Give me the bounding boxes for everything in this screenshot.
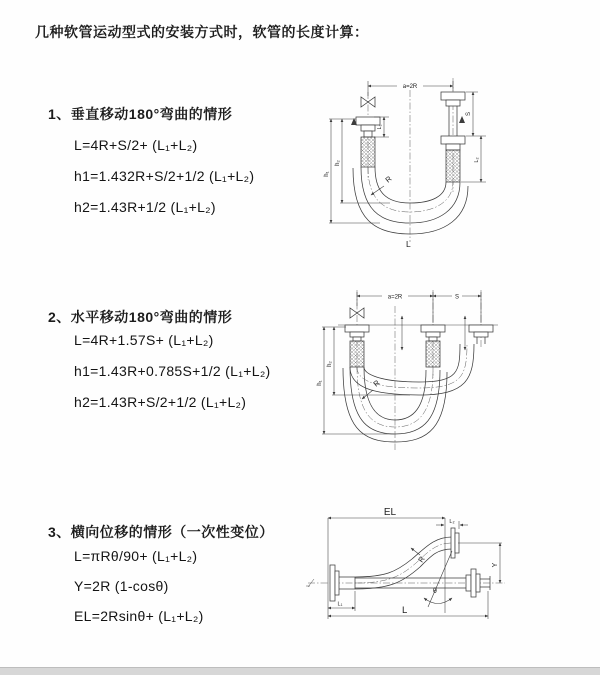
hose-u-bend-moved [350, 344, 474, 395]
dimensions [317, 291, 481, 434]
page-edge [0, 667, 600, 675]
dim-label-y: Y [492, 562, 499, 568]
page-title: 几种软管运动型式的安装方式时，软管的长度计算： [35, 24, 369, 40]
section-2-formula-h2: h2=1.43R+S/2+1/2 (L₁+L₂) [74, 394, 247, 410]
section-2-heading: 2、水平移动180°弯曲的情形 [48, 309, 233, 325]
dim-label-l2: L₂ [449, 519, 455, 525]
dim-label-r: R [416, 554, 427, 565]
diagram-lateral-displacement [300, 495, 600, 665]
section-1-heading: 1、垂直移动180°弯曲的情形 [48, 106, 233, 122]
dim-label-h1: h₁ [317, 380, 323, 386]
left-pipe-flange [345, 325, 369, 367]
dim-label-h2: h₂ [327, 361, 333, 367]
dim-label-h1: h₁ [324, 171, 330, 177]
section-3-formula-Y: Y=2R (1-cosθ) [74, 578, 169, 594]
dim-label-l: L [402, 605, 408, 616]
dim-label-r: R [383, 174, 394, 185]
section-2-formula-L: L=4R+1.57S+ (L₁+L₂) [74, 332, 214, 348]
section-1-formula-h2: h2=1.43R+1/2 (L₁+L₂) [74, 199, 216, 215]
section-1-formula-h1: h1=1.432R+S/2+1/2 (L₁+L₂) [74, 168, 255, 184]
dim-label-right-end: L₂ [474, 157, 480, 163]
dim-label-theta: θ [433, 588, 437, 595]
dim-label-el: EL [383, 507, 397, 518]
section-2-formula-h1: h1=1.43R+0.785S+1/2 (L₁+L₂) [74, 363, 271, 379]
dim-label-h2: h₂ [335, 160, 341, 166]
dim-label-left-end: L₁ [377, 124, 383, 130]
dimensions [328, 507, 502, 619]
hose-displaced [355, 537, 452, 589]
dim-label-s: S [454, 294, 460, 301]
dim-label-a2r: a=2R [402, 84, 418, 90]
section-3-formula-L: L=πRθ/90+ (L₁+L₂) [74, 548, 198, 564]
dim-label-l: L [406, 239, 411, 249]
centerlines [357, 290, 481, 450]
dim-label-l1: L₁ [337, 601, 343, 608]
right-pipe-flange [441, 92, 465, 182]
dimensions [324, 80, 486, 249]
diagram-horizontal-180-bend [310, 282, 600, 457]
section-1-formula-L: L=4R+S/2+ (L₁+L₂) [74, 137, 198, 153]
centerlines [368, 78, 453, 242]
section-3-formula-EL: EL=2Rsinθ+ (L₁+L₂) [74, 608, 204, 624]
dim-label-r: R [371, 378, 382, 389]
left-pipe-flange [356, 117, 380, 167]
middle-pipe-flange [421, 325, 445, 367]
diagram-vertical-180-bend [310, 70, 600, 260]
section-3-heading: 3、横向位移的情形（一次性变位） [48, 524, 274, 540]
dim-label-a2r: a=2R [387, 294, 403, 301]
dim-label-s: S [466, 111, 472, 117]
upper-flange [451, 528, 459, 558]
